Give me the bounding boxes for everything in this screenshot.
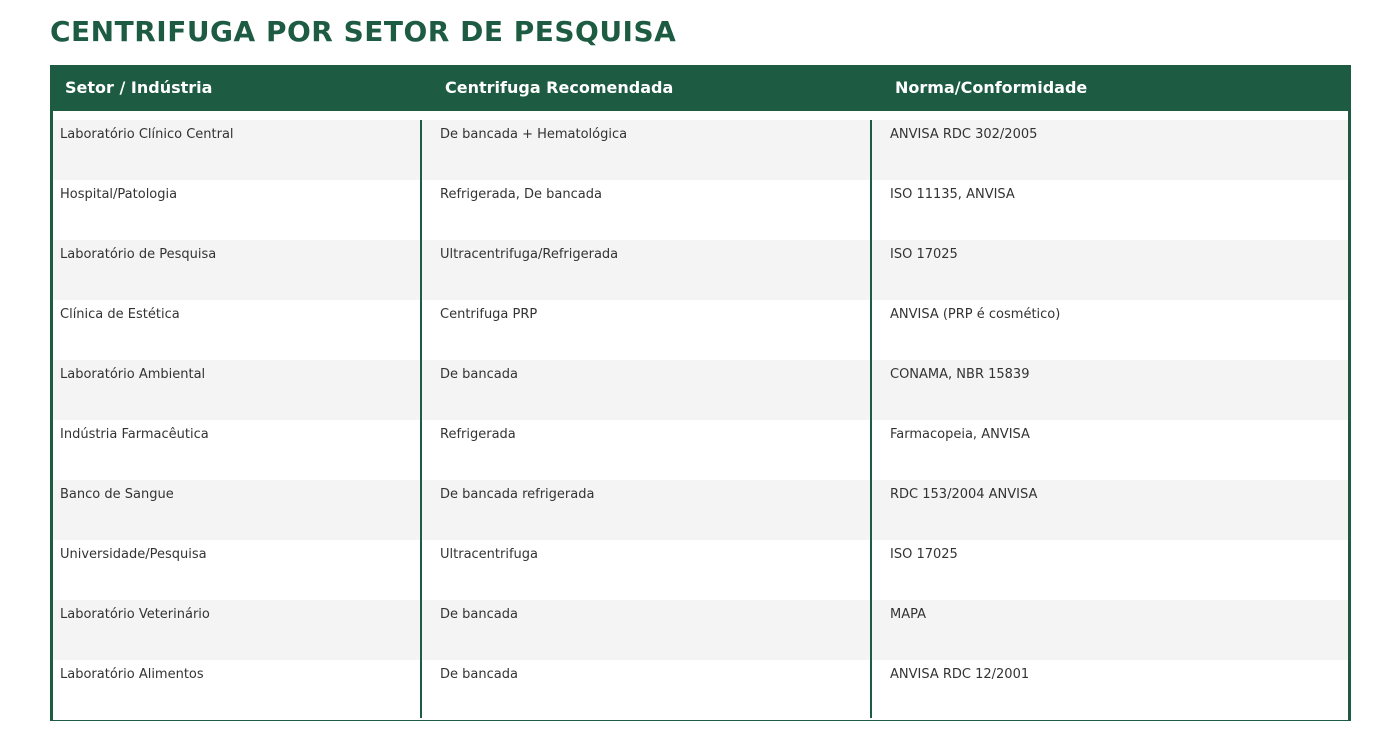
- centrifuge-cell: De bancada: [440, 607, 518, 622]
- centrifuge-cell: Centrifuga PRP: [440, 307, 538, 322]
- table-row: [53, 120, 1348, 180]
- sector-table: [50, 65, 1351, 721]
- centrifuge-cell: De bancada: [440, 367, 518, 382]
- table-row: [53, 240, 1348, 300]
- sector-cell: Laboratório Ambiental: [60, 367, 206, 382]
- centrifuge-cell: De bancada refrigerada: [440, 487, 595, 502]
- column-divider: [870, 120, 872, 718]
- standard-cell: ANVISA RDC 12/2001: [890, 667, 1030, 682]
- sector-cell: Laboratório Clínico Central: [60, 127, 234, 142]
- standard-cell: ISO 11135, ANVISA: [890, 187, 1015, 202]
- column-header-centrifuge: Centrifuga Recomendada: [445, 78, 674, 97]
- standard-cell: ANVISA (PRP é cosmético): [890, 307, 1061, 322]
- centrifuge-cell: Refrigerada, De bancada: [440, 187, 602, 202]
- sector-cell: Universidade/Pesquisa: [60, 547, 207, 562]
- column-header-standard: Norma/Conformidade: [895, 78, 1088, 97]
- standard-cell: ISO 17025: [890, 247, 958, 262]
- standard-cell: Farmacopeia, ANVISA: [890, 427, 1030, 442]
- table-row: [53, 660, 1348, 720]
- standard-cell: MAPA: [890, 607, 927, 622]
- sector-cell: Hospital/Patologia: [60, 187, 178, 202]
- table-row: [53, 360, 1348, 420]
- sector-cell: Indústria Farmacêutica: [60, 427, 209, 442]
- sector-cell: Banco de Sangue: [60, 487, 174, 502]
- centrifuge-cell: Refrigerada: [440, 427, 516, 442]
- table-header: [53, 68, 1348, 111]
- table-body: [53, 120, 1348, 720]
- standard-cell: RDC 153/2004 ANVISA: [890, 487, 1038, 502]
- centrifuge-cell: Ultracentrifuga: [440, 547, 539, 562]
- sector-cell: Clínica de Estética: [60, 307, 180, 322]
- standard-cell: ISO 17025: [890, 547, 958, 562]
- table-row: [53, 600, 1348, 660]
- table-row: [53, 420, 1348, 480]
- column-header-sector: Setor / Indústria: [65, 78, 213, 97]
- standard-cell: CONAMA, NBR 15839: [890, 367, 1030, 382]
- centrifuge-cell: De bancada + Hematológica: [440, 127, 628, 142]
- page-title: CENTRIFUGA POR SETOR DE PESQUISA: [50, 15, 677, 48]
- sector-cell: Laboratório Alimentos: [60, 667, 204, 682]
- table-row: [53, 540, 1348, 600]
- centrifuge-cell: Ultracentrifuga/Refrigerada: [440, 247, 619, 262]
- centrifuge-cell: De bancada: [440, 667, 518, 682]
- sector-cell: Laboratório de Pesquisa: [60, 247, 217, 262]
- standard-cell: ANVISA RDC 302/2005: [890, 127, 1038, 142]
- table-row: [53, 480, 1348, 540]
- column-divider: [420, 120, 422, 718]
- table-row: [53, 300, 1348, 360]
- table-row: [53, 180, 1348, 240]
- sector-cell: Laboratório Veterinário: [60, 607, 210, 622]
